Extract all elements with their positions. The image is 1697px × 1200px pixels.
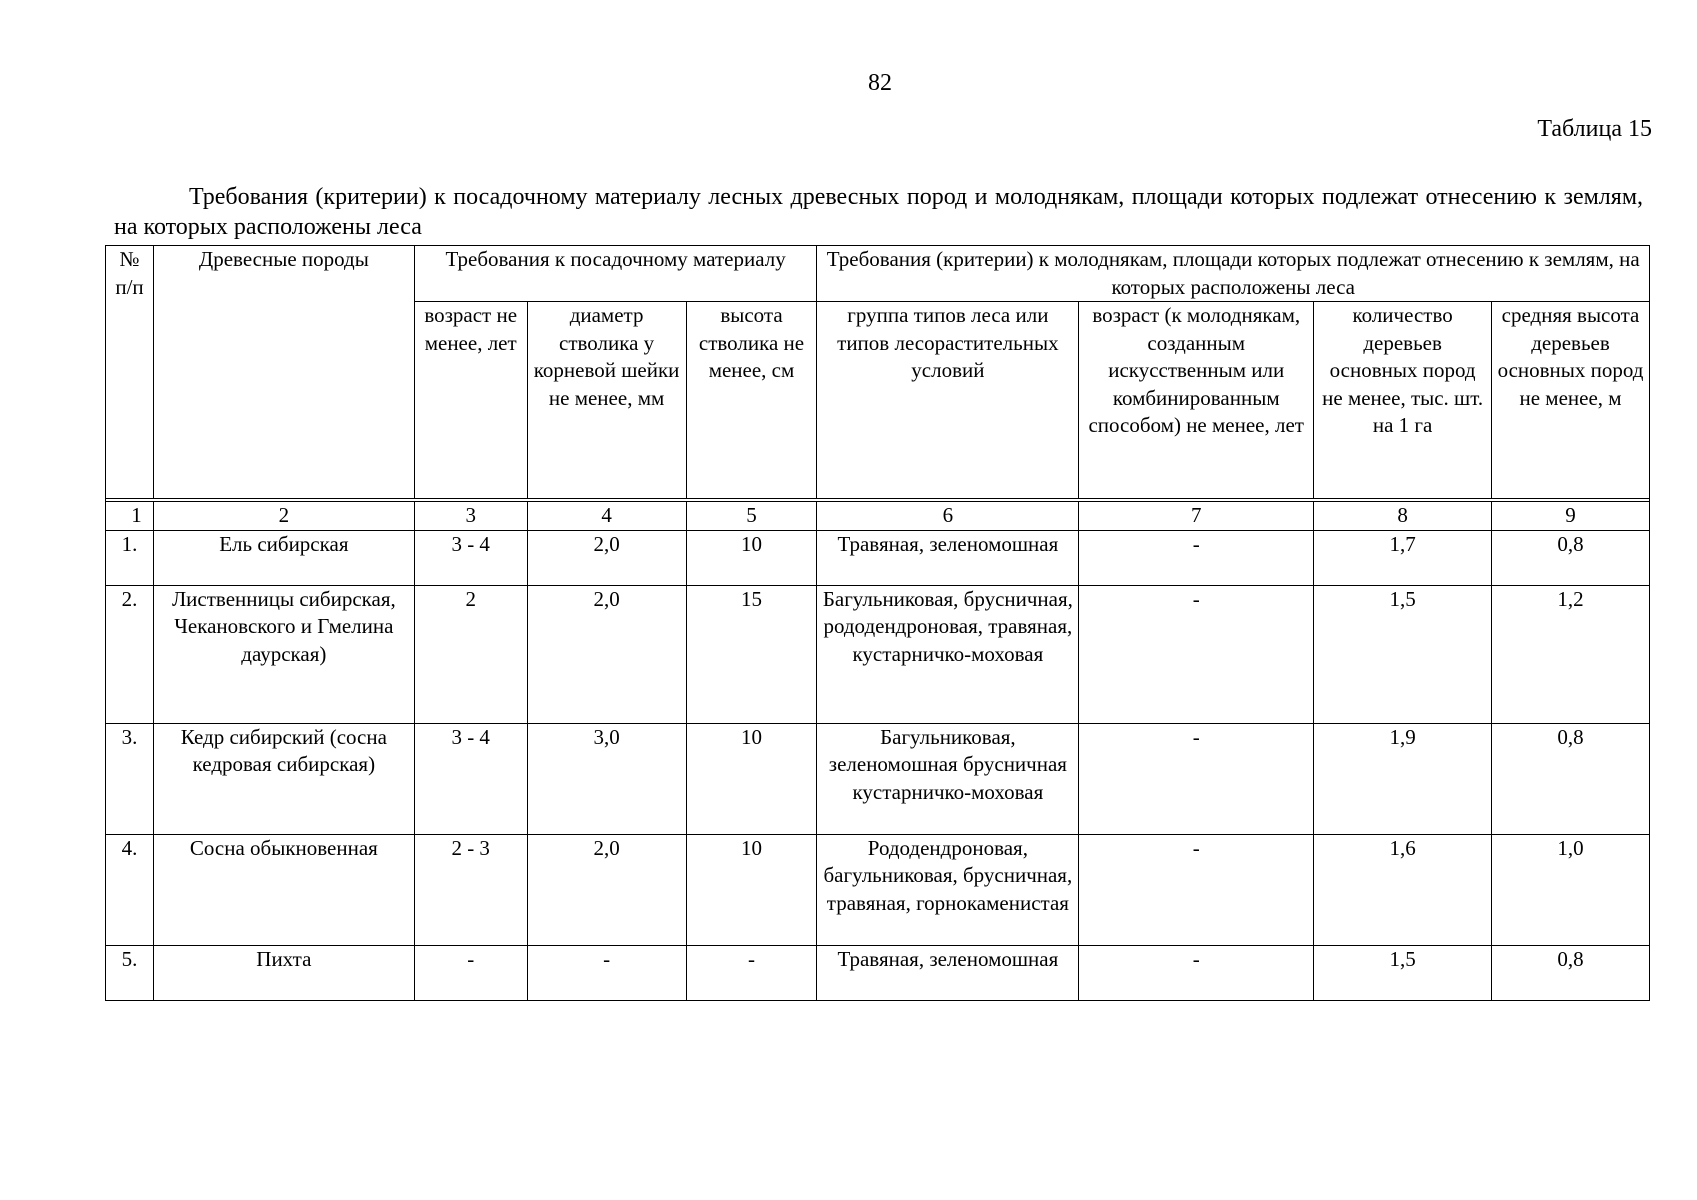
row-young-age: -	[1079, 834, 1314, 945]
column-number: 9	[1492, 502, 1650, 531]
header-avg-height: средняя высота деревьев основных пород не менее, м	[1492, 302, 1650, 499]
header-tree-count: количество деревьев основных пород не менее, тыс. шт. на 1 га	[1314, 302, 1492, 499]
row-diameter: 2,0	[527, 585, 686, 723]
column-number: 7	[1079, 502, 1314, 531]
row-forest-type: Багульниковая, зеленомошная брусничная кустарничко-моховая	[817, 723, 1079, 834]
header-row-top	[106, 246, 1650, 302]
column-number-row	[106, 502, 1650, 531]
table-caption: Требования (критерии) к посадочному материалу лесных древесных пород и молоднякам, площади которых подлежат отнесению к землям, на которых расположены леса	[114, 184, 1643, 240]
table-row	[106, 723, 1650, 834]
header-age-min: возраст не менее, лет	[414, 302, 527, 499]
row-forest-type: Травяная, зеленомошная	[817, 945, 1079, 1000]
row-species: Кедр сибирский (сосна кедровая сибирская)	[153, 723, 414, 834]
row-height: 10	[686, 834, 817, 945]
header-stem-height: высота стволика не менее, см	[686, 302, 817, 499]
header-forest-type: группа типов леса или типов лесорастительных условий	[817, 302, 1079, 499]
row-avg-height: 0,8	[1492, 723, 1650, 834]
row-number: 5.	[106, 945, 154, 1000]
row-diameter: 3,0	[527, 723, 686, 834]
row-species: Сосна обыкновенная	[153, 834, 414, 945]
row-young-age: -	[1079, 945, 1314, 1000]
row-species: Лиственницы сибирская, Чекановского и Гмелина даурская)	[153, 585, 414, 723]
row-young-age: -	[1079, 530, 1314, 585]
row-avg-height: 1,2	[1492, 585, 1650, 723]
row-number: 1.	[106, 530, 154, 585]
header-young-age: возраст (к молоднякам, созданным искусственным или комбинированным способом) не менее, лет	[1079, 302, 1314, 499]
row-avg-height: 0,8	[1492, 530, 1650, 585]
row-height: 15	[686, 585, 817, 723]
row-number: 3.	[106, 723, 154, 834]
row-young-age: -	[1079, 585, 1314, 723]
header-species: Древесные породы	[153, 246, 414, 499]
row-number: 2.	[106, 585, 154, 723]
row-number: 4.	[106, 834, 154, 945]
row-diameter: 2,0	[527, 834, 686, 945]
row-young-age: -	[1079, 723, 1314, 834]
row-diameter: -	[527, 945, 686, 1000]
row-tree-count: 1,6	[1314, 834, 1492, 945]
requirements-table	[105, 245, 1650, 1001]
table-row	[106, 530, 1650, 585]
row-height: 10	[686, 723, 817, 834]
table-row	[106, 834, 1650, 945]
row-forest-type: Травяная, зеленомошная	[817, 530, 1079, 585]
row-age: 3 - 4	[414, 530, 527, 585]
column-number: 3	[414, 502, 527, 531]
row-forest-type: Багульниковая, брусничная, рододендроновая, травяная, кустарничко-моховая	[817, 585, 1079, 723]
column-number: 6	[817, 502, 1079, 531]
header-stem-diameter: диаметр стволика у корневой шейки не менее, мм	[527, 302, 686, 499]
row-height: 10	[686, 530, 817, 585]
table-row	[106, 585, 1650, 723]
row-forest-type: Рододендроновая, багульниковая, брусничная, травяная, горнокаменистая	[817, 834, 1079, 945]
row-age: 3 - 4	[414, 723, 527, 834]
row-tree-count: 1,9	[1314, 723, 1492, 834]
column-number: 5	[686, 502, 817, 531]
row-diameter: 2,0	[527, 530, 686, 585]
page-number: 82	[868, 70, 892, 96]
header-num: № п/п	[106, 246, 154, 499]
table-label: Таблица 15	[1537, 116, 1652, 142]
column-number: 2	[153, 502, 414, 531]
row-tree-count: 1,7	[1314, 530, 1492, 585]
row-species: Пихта	[153, 945, 414, 1000]
header-young-stands: Требования (критерии) к молоднякам, площади которых подлежат отнесению к землям, на которых расположены леса	[817, 246, 1650, 302]
column-number: 8	[1314, 502, 1492, 531]
row-height: -	[686, 945, 817, 1000]
row-age: 2	[414, 585, 527, 723]
row-avg-height: 0,8	[1492, 945, 1650, 1000]
row-tree-count: 1,5	[1314, 585, 1492, 723]
table-row	[106, 945, 1650, 1000]
row-tree-count: 1,5	[1314, 945, 1492, 1000]
header-planting-material: Требования к посадочному материалу	[414, 246, 817, 302]
row-species: Ель сибирская	[153, 530, 414, 585]
column-number: 4	[527, 502, 686, 531]
row-age: 2 - 3	[414, 834, 527, 945]
row-age: -	[414, 945, 527, 1000]
row-avg-height: 1,0	[1492, 834, 1650, 945]
column-number: 1	[106, 502, 154, 531]
